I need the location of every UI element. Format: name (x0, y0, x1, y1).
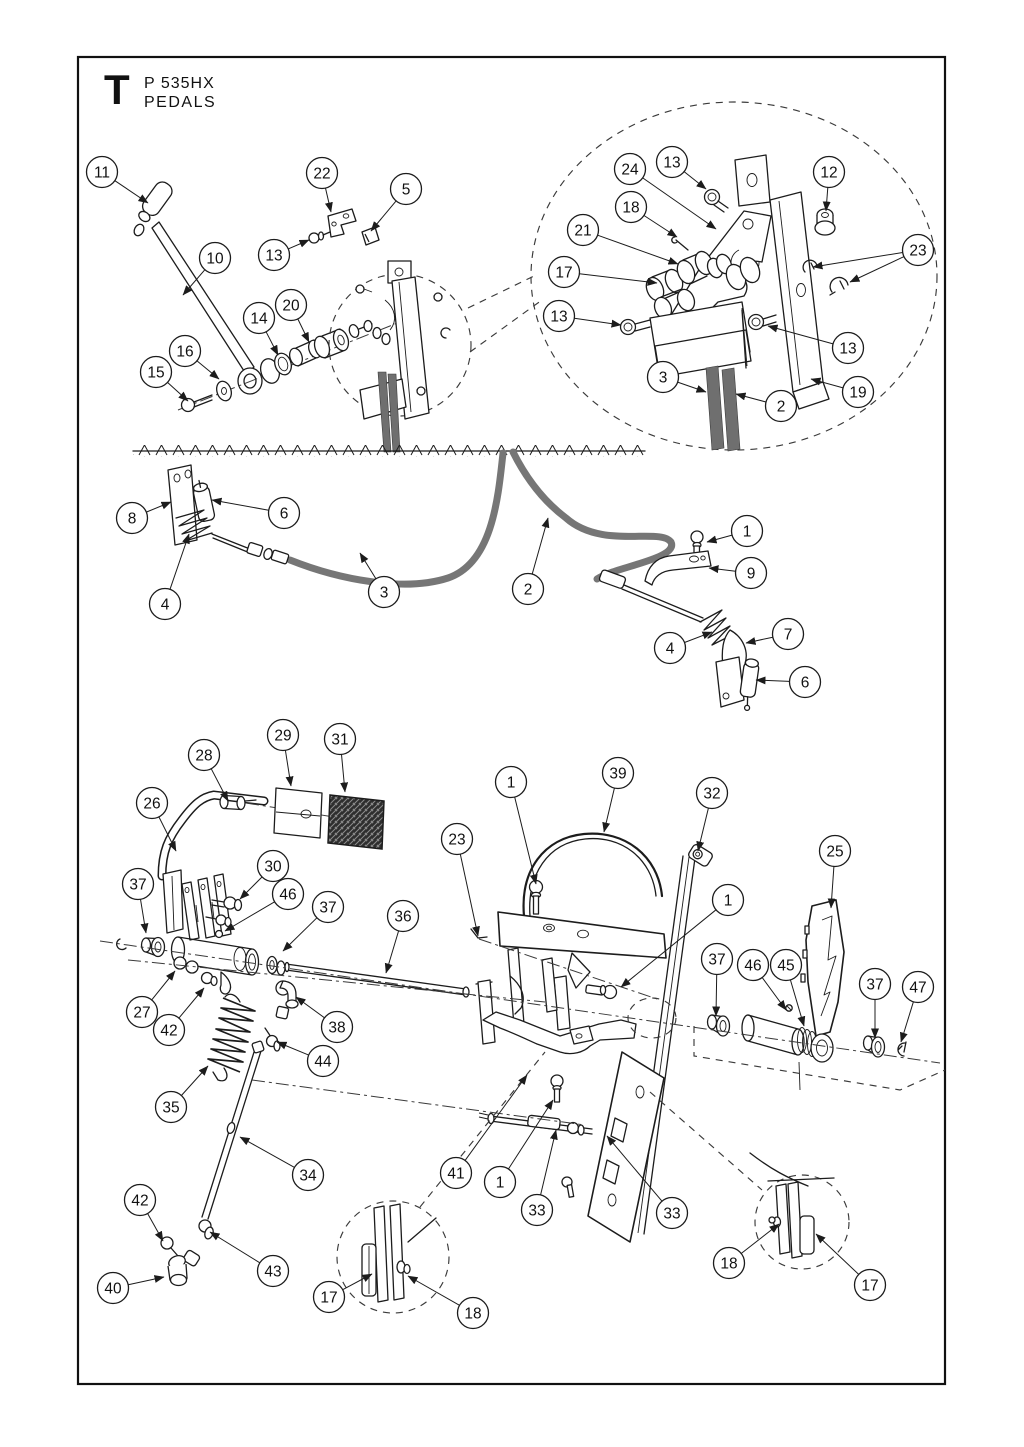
callout-4 (655, 632, 713, 664)
callout-number: 4 (665, 640, 675, 658)
callout-23 (813, 235, 934, 283)
callout-leader (371, 201, 396, 231)
callout-leader (850, 257, 904, 282)
callout-23 (442, 824, 479, 937)
callout-number: 31 (331, 731, 349, 749)
callout-41 (441, 1075, 528, 1192)
callout-number: 37 (319, 899, 337, 917)
lever-collar (132, 223, 146, 238)
callout-leader (283, 918, 317, 951)
joint-42 (161, 1237, 178, 1256)
callout-number: 13 (550, 308, 568, 326)
callout-4 (150, 534, 190, 620)
bolt-13 (309, 232, 330, 243)
callout-number: 41 (447, 1165, 465, 1183)
callout-16 (170, 336, 220, 380)
callout-number: 11 (93, 164, 111, 182)
callout-37 (702, 944, 733, 1017)
pedal-plate-29 (274, 788, 322, 838)
flange-bolt-13 (621, 320, 651, 335)
callout-number: 26 (143, 795, 161, 813)
lever-arm (152, 222, 254, 374)
detail-link-line (470, 300, 542, 352)
callout-1 (707, 516, 763, 547)
callout-number: 44 (314, 1053, 332, 1071)
callout-number: 5 (401, 181, 411, 199)
callout-leader (288, 240, 309, 249)
callout-2 (736, 391, 797, 422)
callout-22 (307, 158, 338, 213)
callout-21 (568, 215, 679, 265)
callout-number: 39 (609, 765, 627, 783)
detail-source-circle (329, 261, 471, 452)
lever-grip-knob (134, 179, 175, 226)
callout-leader (604, 788, 614, 832)
callout-number: 6 (279, 505, 289, 523)
callout-32 (697, 778, 728, 852)
callout-leader (541, 1130, 556, 1195)
callout-leader (762, 978, 786, 1011)
callout-number: 10 (206, 250, 224, 268)
cable-adjuster (246, 542, 263, 557)
callout-7 (746, 619, 804, 650)
guard-loop-39 (524, 834, 662, 916)
callout-number: 13 (265, 247, 283, 265)
link-rod-34 (161, 1041, 264, 1286)
callout-13 (544, 301, 622, 332)
bolt-1 (530, 881, 543, 915)
accel-lever-25 (799, 900, 844, 1090)
callout-number: 1 (495, 1174, 505, 1192)
callout-number: 4 (160, 596, 170, 614)
fitting-32 (687, 843, 714, 867)
hook-link (220, 972, 230, 994)
callout-42 (154, 988, 205, 1046)
callout-17 (816, 1234, 886, 1301)
callout-36 (386, 901, 419, 974)
callout-29 (268, 720, 299, 787)
callout-12 (814, 157, 845, 212)
bushing-37 (708, 1015, 730, 1036)
callout-number: 9 (746, 565, 756, 583)
clip-47 (898, 1042, 906, 1056)
callout-leader (326, 188, 332, 212)
callout-number: 1 (742, 523, 752, 541)
callout-leader (115, 181, 148, 203)
callout-38 (296, 997, 353, 1043)
callout-number: 47 (909, 979, 927, 997)
callout-leader (736, 394, 766, 402)
bolt-44 (265, 1028, 280, 1051)
callout-leader (508, 1100, 553, 1169)
callout-number: 21 (574, 222, 592, 240)
callout-number: 6 (800, 674, 810, 692)
callout-leader (532, 518, 548, 574)
callout-number: 7 (783, 626, 793, 644)
callout-33 (522, 1130, 557, 1226)
cable-run (290, 452, 672, 584)
callout-leader (707, 535, 732, 542)
guard-loop-inner (530, 839, 656, 916)
callout-leader (579, 274, 657, 283)
callout-44 (277, 1042, 339, 1077)
bolt-15 (182, 395, 213, 412)
callout-number: 37 (866, 976, 884, 994)
callout-leader (360, 553, 376, 579)
callout-31 (325, 724, 356, 793)
bushing-37 (864, 1036, 885, 1057)
callout-number: 17 (861, 1277, 879, 1295)
callout-number: 17 (320, 1289, 338, 1307)
callout-11 (87, 157, 149, 204)
washer-16 (214, 379, 233, 402)
cross-beam (498, 912, 666, 958)
detail-link-line (468, 276, 534, 308)
e-clip-23 (830, 278, 848, 295)
clip-18 (769, 1217, 781, 1227)
callout-leader (146, 502, 171, 512)
callout-number: 3 (658, 369, 668, 387)
callout-number: 23 (448, 831, 466, 849)
callout-6 (212, 498, 300, 529)
callout-40 (98, 1273, 165, 1304)
pivot-tube (742, 1015, 804, 1055)
callout-number: 24 (621, 161, 639, 179)
cable-3-stub (706, 366, 724, 450)
callout-leader (684, 172, 706, 189)
callout-leader (240, 877, 262, 899)
callout-number: 16 (176, 343, 194, 361)
callout-leader (678, 382, 706, 392)
callout-number: 46 (279, 886, 297, 904)
callout-number: 42 (160, 1022, 178, 1040)
mount-bracket-large (621, 155, 849, 451)
cotter-pin-18 (672, 237, 688, 250)
callout-number: 3 (379, 584, 389, 602)
callout-leader (716, 975, 717, 1017)
callout-number: 29 (274, 727, 292, 745)
detail-circle-fork-left (337, 1201, 449, 1313)
callout-14 (244, 303, 279, 356)
ball-joint-40 (167, 1253, 187, 1285)
diagram-title: PEDALS (144, 94, 217, 111)
clip-18 (397, 1261, 410, 1274)
callout-leader (465, 1075, 527, 1160)
slide-pad-17 (800, 1216, 814, 1254)
elbow-fitting-38 (276, 981, 298, 1008)
callout-number: 46 (744, 957, 762, 975)
callout-number: 27 (133, 1004, 151, 1022)
bracket-plate-33 (588, 1052, 664, 1242)
detail-view-large (531, 102, 937, 451)
nut-12 (815, 209, 835, 235)
section-letter: T (104, 66, 130, 113)
callout-number: 14 (250, 310, 268, 328)
callout-number: 23 (909, 242, 927, 260)
nut-43 (199, 1220, 215, 1240)
callout-leader (386, 931, 399, 973)
callout-8 (117, 502, 172, 534)
callout-number: 43 (264, 1263, 282, 1281)
callout-number: 19 (849, 384, 867, 402)
callout-13 (259, 240, 310, 271)
callout-leader (790, 980, 804, 1026)
callout-5 (371, 174, 422, 232)
callout-number: 18 (464, 1305, 482, 1323)
callout-leader (408, 1276, 460, 1305)
lever-7-plate (716, 657, 744, 707)
callout-leader (746, 637, 773, 643)
callout-leader (277, 1042, 309, 1055)
switch-bracket-parts (309, 209, 379, 245)
hub-cylinder-27 (172, 937, 259, 975)
connector (276, 1006, 289, 1019)
callout-leader (141, 899, 147, 933)
screw-46 (786, 1005, 792, 1011)
callout-17 (549, 257, 658, 288)
bushing-37 (142, 938, 165, 957)
callout-number: 18 (622, 199, 640, 217)
title-block (104, 66, 216, 113)
callout-6 (756, 667, 821, 698)
callout-leader (197, 361, 219, 379)
callout-34 (240, 1137, 324, 1191)
callout-25 (820, 836, 851, 909)
callout-number: 2 (523, 581, 533, 599)
callout-20 (276, 290, 310, 343)
callout-leader (515, 797, 536, 884)
callout-leader (756, 680, 790, 681)
riser-bar-inner (638, 857, 689, 1233)
callout-leader (266, 332, 278, 355)
model-code: P 535HX (144, 75, 215, 92)
return-spring-35 (208, 994, 255, 1081)
flange-bolt-13 (705, 190, 729, 213)
callout-number: 45 (777, 957, 795, 975)
callout-leader (128, 1277, 164, 1285)
callout-leader (741, 1224, 779, 1254)
callout-leader (285, 750, 291, 786)
callout-43 (210, 1232, 289, 1287)
callout-leader (240, 1137, 295, 1167)
callout-leader (816, 1234, 859, 1274)
callout-number: 37 (129, 876, 147, 894)
callout-number: 2 (776, 398, 786, 416)
callout-number: 34 (299, 1167, 317, 1185)
callout-number: 13 (663, 154, 681, 172)
callout-leader (212, 500, 269, 510)
callout-number: 13 (839, 340, 857, 358)
callout-leader (298, 319, 309, 342)
pivot-detail-mark (628, 998, 676, 1038)
callout-number: 40 (104, 1280, 122, 1298)
spacer-20 (312, 327, 351, 359)
callout-number: 22 (313, 165, 331, 183)
callout-number: 35 (162, 1099, 180, 1117)
callout-leader (181, 1066, 208, 1096)
callout-leader (460, 854, 478, 936)
callout-leader (813, 253, 903, 268)
callout-number: 18 (720, 1255, 738, 1273)
nut-42 (202, 973, 218, 986)
small-washer (348, 323, 361, 338)
callout-leader (826, 188, 828, 212)
clip-23-mark (471, 929, 487, 938)
callout-leader (152, 971, 175, 1000)
brake-lever-assembly (132, 179, 400, 412)
callout-leader (179, 988, 204, 1018)
callout-number: 20 (282, 297, 300, 315)
callout-leader (598, 235, 678, 264)
callout-18 (714, 1224, 780, 1279)
callout-leader (709, 568, 736, 571)
bolt-1 (586, 985, 617, 999)
bolt-1 (551, 1075, 563, 1102)
panel-break-line (133, 445, 645, 457)
right-cable-lever (599, 531, 760, 711)
callout-number: 17 (555, 264, 573, 282)
callout-1 (496, 767, 537, 885)
callout-number: 32 (703, 785, 721, 803)
callout-13 (657, 147, 707, 190)
callout-37 (860, 969, 891, 1039)
callout-45 (771, 950, 805, 1027)
callout-35 (156, 1066, 209, 1123)
callout-number: 1 (723, 892, 733, 910)
callout-number: 25 (826, 843, 844, 861)
cable-2 (513, 452, 672, 579)
mount-bracket-small (356, 261, 450, 419)
callout-leader (574, 318, 621, 325)
callout-leader (698, 808, 708, 851)
callout-number: 12 (820, 164, 838, 182)
callout-number: 33 (663, 1205, 681, 1223)
e-clip (441, 328, 450, 338)
cable-3 (290, 453, 503, 584)
callout-number: 36 (394, 908, 412, 926)
callout-number: 42 (131, 1192, 149, 1210)
callout-37 (123, 869, 154, 934)
pedal-pad-31 (328, 795, 384, 849)
callout-leader (168, 382, 189, 401)
callout-18 (616, 192, 678, 238)
riser-bar-edge (644, 858, 695, 1234)
screw-46 (216, 931, 223, 938)
callout-leader (148, 1214, 163, 1242)
callout-39 (603, 758, 634, 833)
callout-number: 33 (528, 1202, 546, 1220)
callout-number: 8 (127, 510, 137, 528)
callout-number: 1 (506, 774, 516, 792)
callout-number: 38 (328, 1019, 346, 1037)
cable-2-stub (722, 368, 740, 451)
clip-5 (362, 227, 379, 245)
callout-47 (901, 972, 934, 1043)
cable-fitting (271, 550, 289, 564)
callout-18 (408, 1276, 489, 1329)
callout-leader (901, 1002, 913, 1042)
callout-leader (296, 997, 325, 1018)
callout-42 (125, 1185, 164, 1242)
bolt-33 (562, 1177, 574, 1197)
callout-2 (513, 518, 549, 605)
adjuster-rod-33 (479, 1113, 592, 1135)
callout-leader (644, 216, 677, 238)
callout-number: 37 (708, 951, 726, 969)
callout-number: 28 (195, 747, 213, 765)
callout-leader (210, 1232, 260, 1263)
callout-leader (342, 754, 346, 792)
callout-number: 15 (147, 364, 165, 382)
callout-number: 30 (264, 858, 282, 876)
callout-9 (709, 558, 767, 589)
